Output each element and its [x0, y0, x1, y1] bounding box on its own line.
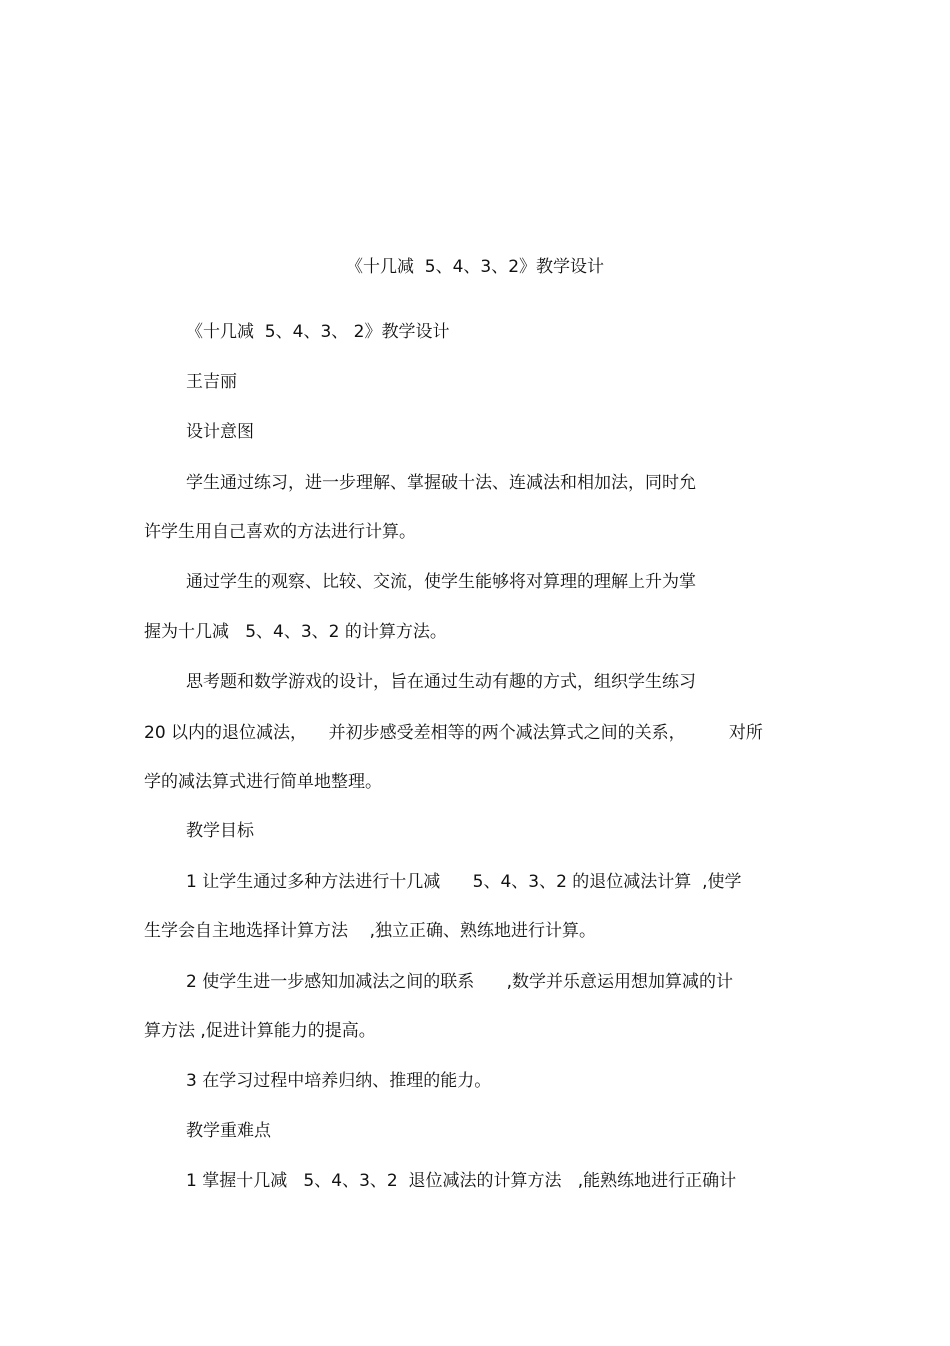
paragraph-line: 1 掌握十几减 5、4、3、2 退位减法的计算方法 ,能熟练地进行正确计 [186, 1171, 737, 1191]
paragraph-line: 3 在学习过程中培养归纳、推理的能力。 [186, 1071, 492, 1091]
paragraph-line: 思考题和数学游戏的设计，旨在通过生动有趣的方式，组织学生练习 [186, 672, 696, 692]
paragraph-line: 20 以内的退位减法， 并初步感受差相等的两个减法算式之间的关系， 对所 [144, 723, 763, 743]
section-heading-design-intent: 设计意图 [186, 422, 254, 442]
paragraph-line: 握为十几减 5、4、3、2 的计算方法。 [144, 622, 447, 642]
paragraph-line: 学的减法算式进行简单地整理。 [144, 772, 382, 792]
paragraph-line: 1 让学生通过多种方法进行十几减 5、4、3、2 的退位减法计算 ,使学 [186, 872, 742, 892]
paragraph-line: 2 使学生进一步感知加减法之间的联系 ,数学并乐意运用想加算减的计 [186, 972, 734, 992]
paragraph-line: 许学生用自己喜欢的方法进行计算。 [144, 522, 416, 542]
paragraph-line: 通过学生的观察、比较、交流，使学生能够将对算理的理解上升为掌 [186, 572, 696, 592]
subtitle-line: 《十几减 5、4、3、 2》教学设计 [186, 322, 450, 342]
document-title: 《十几减 5、4、3、2》教学设计 [345, 257, 605, 277]
section-heading-key-points: 教学重难点 [186, 1121, 271, 1141]
author-name: 王吉丽 [186, 372, 237, 392]
section-heading-teaching-goals: 教学目标 [186, 821, 254, 841]
paragraph-line: 生学会自主地选择计算方法 ,独立正确、熟练地进行计算。 [144, 921, 597, 941]
paragraph-line: 学生通过练习，进一步理解、掌握破十法、连减法和相加法，同时允 [186, 473, 696, 493]
paragraph-line: 算方法 ,促进计算能力的提高。 [144, 1021, 376, 1041]
